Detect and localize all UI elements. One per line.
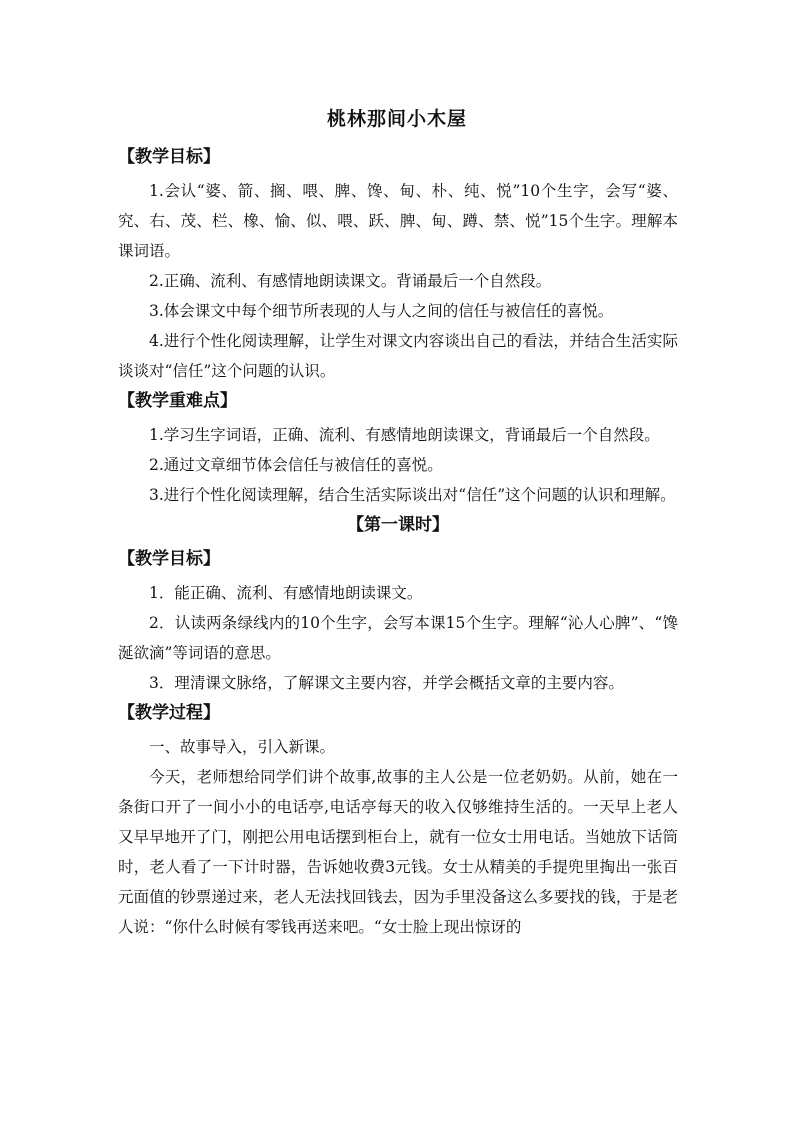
lesson-objective-item: 2．认读两条绿线内的10个生字，会写本课15个生字。理解“沁人心脾”、“馋涎欲滴”等词语的意思。 bbox=[118, 614, 678, 662]
process-paragraph: 今天，老师想给同学们讲个故事,故事的主人公是一位老奶奶。从前，她在一条街口开了一间小小的电话亭,电话亭每天的收入仅够维持生活的。一天早上老人又早早地开了门，刚把公用电话摆到柜台上，就有一位女士用电话。当她放下话筒时，老人看了一下计时器，告诉她收费3元钱。女士从精美的手提兜里掏出一张百元面值的钞票递过来，老人无法找回钱去，因为手里没备这么多要找的钱，于是老人说：“你什么时候有零钱再送来吧。“女士脸上现出惊讶的 bbox=[118, 768, 678, 936]
key-point-item: 3.进行个性化阅读理解，结合生活实际谈出对“信任”这个问题的认识和理解。 bbox=[149, 486, 676, 504]
section-heading-process: 【教学过程】 bbox=[118, 703, 220, 723]
objective-item: 2.正确、流利、有感情地朗读课文。背诵最后一个自然段。 bbox=[149, 272, 552, 290]
section-heading-lesson-objectives: 【教学目标】 bbox=[118, 549, 220, 569]
lesson-objective-item: 3．理清课文脉络，了解课文主要内容，并学会概括文章的主要内容。 bbox=[149, 674, 624, 692]
objective-item: 4.进行个性化阅读理解，让学生对课文内容谈出自己的看法，并结合生活实际谈谈对“信任”这个问题的认识。 bbox=[118, 332, 678, 380]
objective-item: 1.会认“婆、箭、搁、喂、脾、馋、甸、朴、纯、悦”10个生字，会写“婆、究、右、茂、栏、橡、愉、似、喂、跃、脾、甸、蹲、禁、悦”15个生字。理解本课词语。 bbox=[118, 182, 678, 260]
objective-item: 3.体会课文中每个细节所表现的人与人之间的信任与被信任的喜悦。 bbox=[149, 302, 614, 320]
key-point-item: 1.学习生字词语，正确、流利、有感情地朗读课文，背诵最后一个自然段。 bbox=[149, 426, 660, 444]
process-item: 一、故事导入，引入新课。 bbox=[149, 738, 336, 756]
section-heading-key-points: 【教学重难点】 bbox=[118, 391, 237, 411]
lesson-objective-item: 1．能正确、流利、有感情地朗读课文。 bbox=[149, 584, 423, 602]
section-heading-objectives: 【教学目标】 bbox=[118, 147, 220, 167]
lesson-period-heading: 【第一课时】 bbox=[347, 515, 449, 535]
key-point-item: 2.通过文章细节体会信任与被信任的喜悦。 bbox=[149, 456, 443, 474]
document-title: 桃林那间小木屋 bbox=[326, 108, 467, 130]
document-body bbox=[118, 142, 678, 942]
